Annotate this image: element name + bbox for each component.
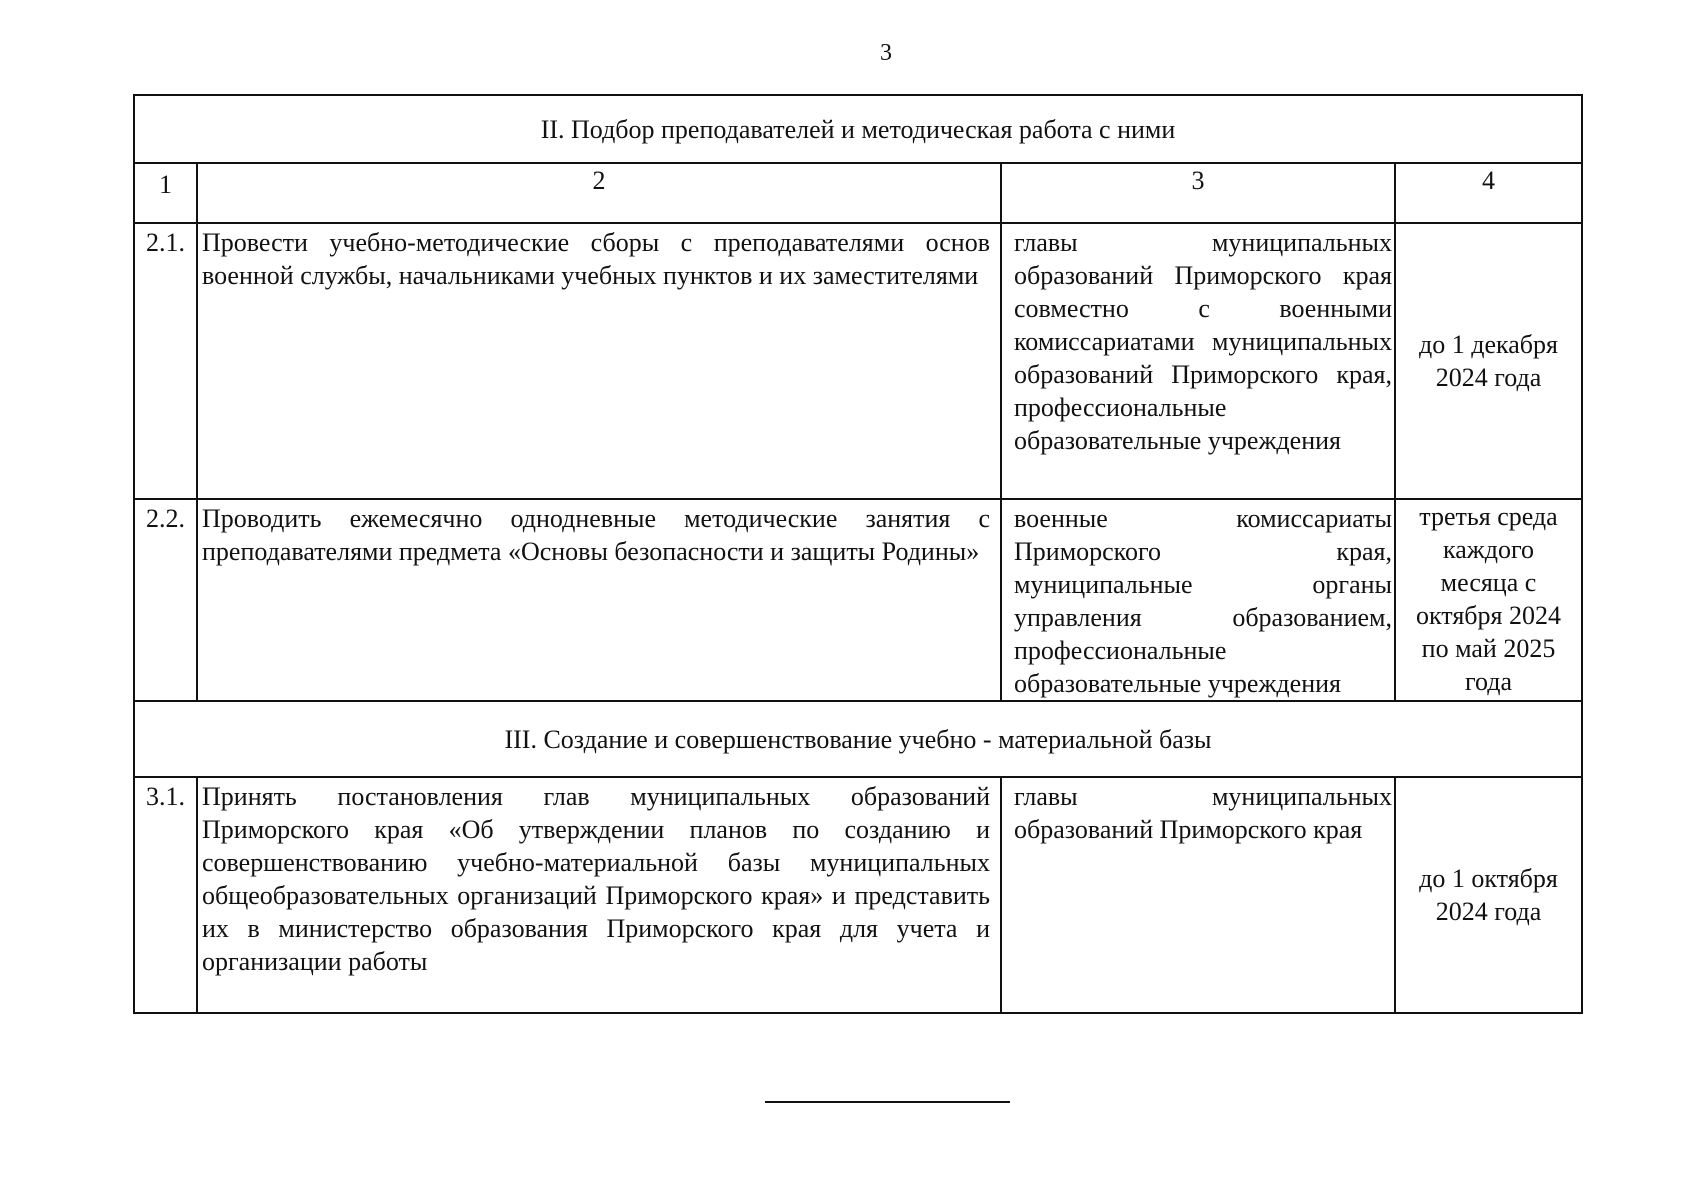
section-iii-title: III. Создание и совершенствование учебно - материальной базы bbox=[134, 701, 1582, 777]
column-number-1: 1 bbox=[134, 163, 197, 223]
responsible-text: главы муниципальных образований Приморского края bbox=[1001, 777, 1395, 1013]
column-number-row bbox=[134, 163, 1582, 223]
section-ii-row bbox=[134, 95, 1582, 163]
responsible-text: военные комиссариаты Приморского края, муниципальные органы управления образованием, профессиональные образовательные учреждения bbox=[1001, 499, 1395, 701]
action-text: Провести учебно-методические сборы с преподавателями основ военной службы, начальниками учебных пунктов и их заместителями bbox=[197, 223, 1001, 499]
section-ii-title: II. Подбор преподавателей и методическая работа с ними bbox=[134, 95, 1582, 163]
footer-rule bbox=[765, 1101, 1010, 1103]
action-text: Принять постановления глав муниципальных образований Приморского края «Об утверждении планов по созданию и совершенствованию учебно-материальной базы муниципальных общеобразовательных организаций Приморского края» и представить их в министерство образования Приморского края для учета и организации работы bbox=[197, 777, 1001, 1013]
plan-table bbox=[133, 94, 1583, 1014]
row-number: 3.1. bbox=[134, 777, 197, 1013]
deadline-text: третья среда каждого месяца с октября 2024 по май 2025 года bbox=[1395, 499, 1582, 701]
row-number: 2.1. bbox=[134, 223, 197, 499]
row-number: 2.2. bbox=[134, 499, 197, 701]
column-number-4: 4 bbox=[1395, 163, 1582, 223]
section-iii-row bbox=[134, 701, 1582, 777]
column-number-3: 3 bbox=[1001, 163, 1395, 223]
responsible-text: главы муниципальных образований Приморского края совместно с военными комиссариатами муниципальных образований Приморского края, профессиональные образовательные учреждения bbox=[1001, 223, 1395, 499]
table-row bbox=[134, 777, 1582, 1013]
action-text: Проводить ежемесячно однодневные методические занятия с преподавателями предмета «Основы безопасности и защиты Родины» bbox=[197, 499, 1001, 701]
table-row bbox=[134, 223, 1582, 499]
deadline-text: до 1 декабря 2024 года bbox=[1395, 223, 1582, 499]
column-number-2: 2 bbox=[197, 163, 1001, 223]
table-row bbox=[134, 499, 1582, 701]
page-number: 3 bbox=[880, 40, 892, 66]
deadline-text: до 1 октября 2024 года bbox=[1395, 777, 1582, 1013]
